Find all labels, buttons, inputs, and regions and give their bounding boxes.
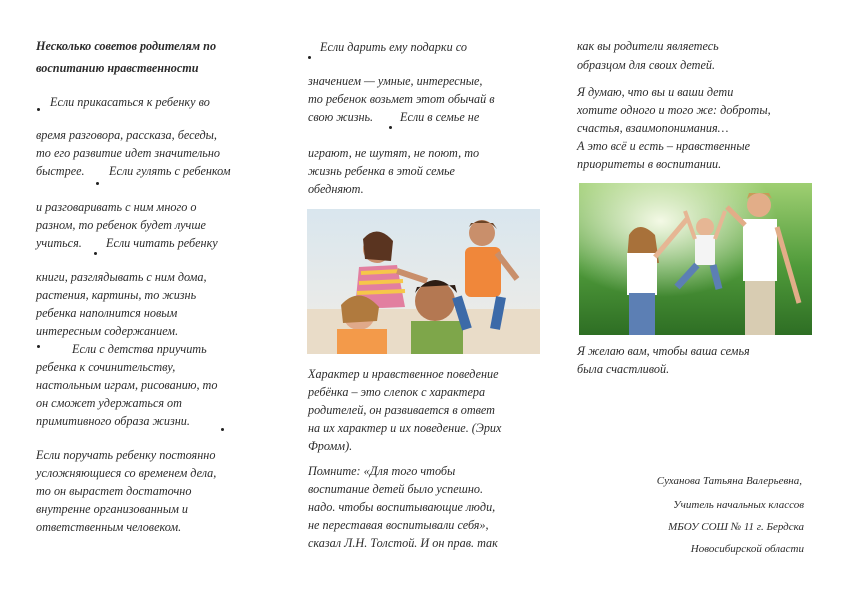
tip-line: ребенка к сочинительству, [36, 360, 176, 374]
tolstoy-quote-line: воспитание детей было успешно. [308, 482, 484, 496]
tip-line: внутренне организованным и [36, 502, 189, 516]
tip-line: примитивного образа жизни. [36, 414, 190, 428]
tip-line: и разговаривать с ним много о [36, 200, 197, 214]
closing-line: счастья, взаимопонимания… [577, 121, 729, 135]
tolstoy-quote-line: сказал Л.Н. Толстой. И он прав. так [308, 536, 498, 550]
tip-line: Если поручать ребенку постоянно [36, 448, 216, 462]
tip-line: то ребенок возьмет этот обычай в [308, 92, 495, 106]
brochure-title: Несколько советов родителям по [36, 39, 217, 53]
tip-line: время разговора, рассказа, беседы, [36, 128, 217, 142]
tolstoy-quote-line: Помните: «Для того чтобы [308, 464, 456, 478]
tip-line: значением — умные, интересные, [308, 74, 483, 88]
tip-line: ребенка наполнится новым [36, 306, 178, 320]
tip-line: играют, не шутят, не поют, то [308, 146, 480, 160]
author-region: Новосибирской области [690, 543, 804, 555]
wish-line: была счастливой. [577, 362, 670, 376]
tip-line: усложняющиеся со временем дела, [36, 466, 217, 480]
quote-line: на их характер и их поведение. (Эрих [308, 421, 502, 435]
tip-line: жизнь ребенка в этой семье [308, 164, 455, 178]
tip-line: растения, картины, то жизнь [36, 288, 197, 302]
family-park-photo-art [579, 183, 812, 335]
closing-line: приоритеты в воспитании. [577, 157, 722, 171]
family-park-photo [579, 183, 812, 335]
tip-line: настольным играм, рисованию, то [36, 378, 218, 392]
wish-line: Я желаю вам, чтобы ваша семья [577, 344, 750, 358]
closing-line: образцом для своих детей. [577, 58, 715, 72]
tip-line: Если с детства приучить [72, 342, 207, 356]
tip-line: Если гулять с ребенком [109, 164, 231, 178]
bullet [389, 126, 392, 129]
family-beach-photo [307, 209, 540, 354]
closing-line: хотите одного и того же: доброты, [577, 103, 771, 117]
tip-line: обедняют. [308, 182, 364, 196]
tolstoy-quote-line: надо. чтобы воспитывающие люди, [308, 500, 496, 514]
quote-line: Характер и нравственное поведение [308, 367, 499, 381]
tip-line: Если дарить ему подарки со [320, 40, 467, 54]
tip-line: быстрее. [36, 164, 85, 178]
bullet [94, 252, 97, 255]
author-name: Суханова Татьяна Валерьевна, [656, 475, 802, 487]
tip-line: книги, разглядывать с ним дома, [36, 270, 207, 284]
tip-line: Если прикасаться к ребенку во [50, 95, 210, 109]
quote-line: Фромм). [308, 439, 353, 453]
tip-line: то он вырастет достаточно [36, 484, 192, 498]
closing-line: как вы родители являетесь [577, 39, 719, 53]
tip-line: он сможет удержаться от [36, 396, 182, 410]
family-beach-photo-art [307, 209, 540, 354]
bullet [37, 345, 40, 348]
tip-line: интересным содержанием. [36, 324, 179, 338]
tip-line: Если в семье не [400, 110, 480, 124]
author-position: Учитель начальных классов [673, 499, 804, 511]
author-school: МБОУ СОШ № 11 г. Бердска [668, 521, 804, 533]
bullet [37, 108, 40, 111]
closing-line: А это всё и есть – нравственные [577, 139, 751, 153]
quote-line: родителей, он развивается в ответ [308, 403, 495, 417]
bullet [308, 56, 311, 59]
closing-line: Я думаю, что вы и ваши дети [577, 85, 734, 99]
quote-line: ребёнка – это слепок с характера [308, 385, 486, 399]
tip-line: свою жизнь. [308, 110, 374, 124]
bullet [96, 182, 99, 185]
brochure-title-line-2: воспитанию нравственности [36, 61, 199, 75]
tip-line: учиться. [36, 236, 82, 250]
tolstoy-quote-line: не переставая воспитывали себя», [308, 518, 489, 532]
bullet [221, 428, 224, 431]
tip-line: Если читать ребенку [106, 236, 218, 250]
tip-line: ответственным человеком. [36, 520, 182, 534]
tip-line: то его развитие идет значительно [36, 146, 220, 160]
tip-line: разном, то ребенок будет лучше [36, 218, 206, 232]
